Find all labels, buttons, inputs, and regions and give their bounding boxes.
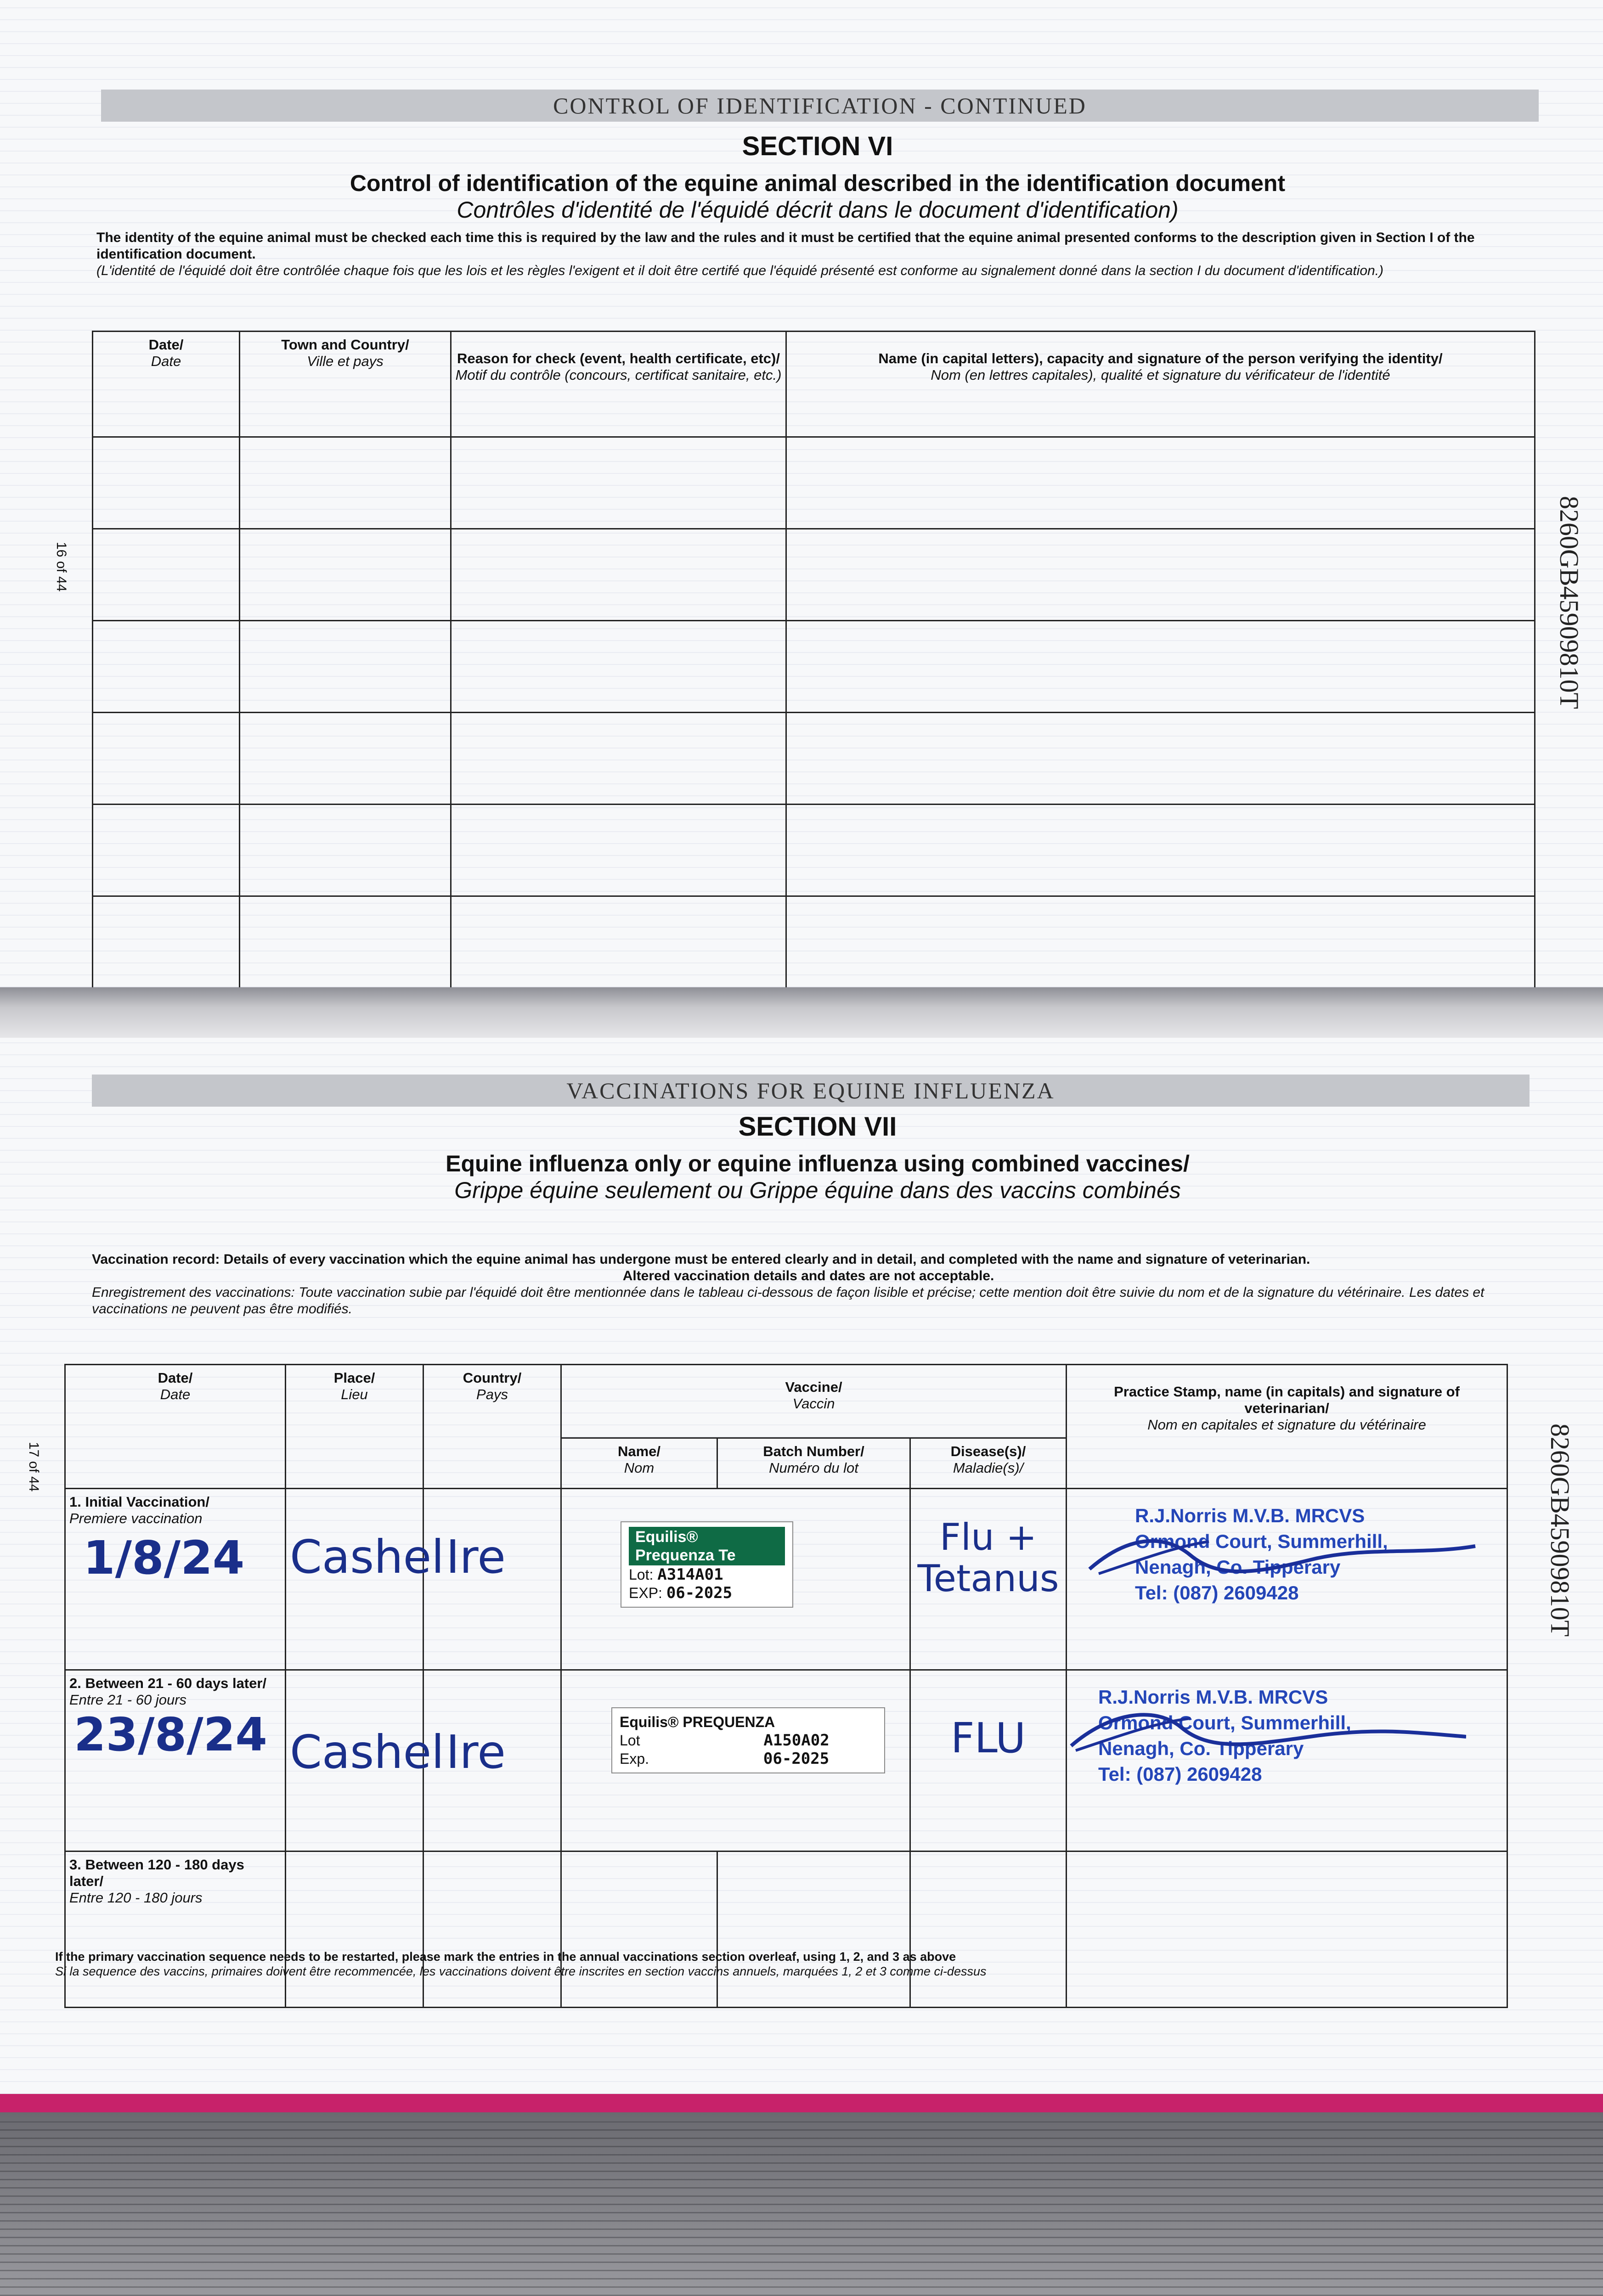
footnote-fr: Si la sequence des vaccins, primaires doivent être recommencée, les vaccinations doivent être inscrites en section vaccins annuels, marquées 1, 2 et 3 comme ci-dessus	[55, 1964, 987, 1978]
table-row	[93, 621, 1535, 713]
vaccine-batch-sticker: Equilis® PREQUENZA Lot A150A02 Exp. 06-2025	[611, 1707, 885, 1773]
section-heading	[92, 1111, 1543, 1204]
row-label: 1. Initial Vaccination/ Premiere vaccination 1/8/24	[65, 1489, 286, 1670]
vaccination-date: 23/8/24	[74, 1708, 267, 1761]
col-vaccine-name: Name/ Nom	[561, 1438, 717, 1489]
book-spine	[0, 987, 1603, 1038]
section-banner	[92, 1075, 1530, 1107]
place-handwritten: Cashel	[290, 1530, 444, 1584]
intro-en-2: Altered vaccination details and dates are not acceptable.	[622, 1268, 994, 1283]
col-date: Date/ Date	[65, 1365, 286, 1489]
passport-side-code: 8260GB45909810T	[1545, 1424, 1575, 1637]
section-banner	[101, 90, 1539, 122]
country-handwritten: Ire	[446, 1530, 506, 1584]
footnote-en: If the primary vaccination sequence needs to be restarted, please mark the entries in the annual vaccinations section overleaf, using 1, 2, and 3 as above	[55, 1950, 956, 1964]
col-country: Country/ Pays	[423, 1365, 561, 1489]
table-header-row	[93, 332, 1535, 437]
intro-fr: (L'identité de l'équidé doit être contrôlée chaque fois que les lois et les règles l'exigent et il doit être certifé que l'équidé présenté est conforme au signalement donné dans la section I du document d'identification.)	[96, 263, 1384, 278]
banner-text: VACCINATIONS FOR EQUINE INFLUENZA	[566, 1078, 1055, 1103]
vaccination-date: 1/8/24	[83, 1531, 245, 1585]
title-fr: Grippe équine seulement ou Grippe équine dans des vaccins combinés	[454, 1177, 1181, 1203]
intro-text	[96, 230, 1520, 279]
row-label: 3. Between 120 - 180 days later/ Entre 120 - 180 jours	[65, 1851, 286, 2008]
col-town-country: Town and Country/ Ville et pays	[240, 332, 451, 437]
expiry-date: 06-2025	[666, 1584, 733, 1602]
page-number: 17 of 44	[26, 1442, 41, 1492]
intro-fr: Enregistrement des vaccinations: Toute vaccination subie par l'équidé doit être mentionnée dans le tableau ci-dessous de façon lisible et précise; cette mention doit être suivie du nom et de la signature du vétérinaire. Les dates et vaccinations ne peuvent pas être modifiés.	[92, 1285, 1484, 1317]
table-row	[93, 896, 1535, 988]
col-verifier: Name (in capital letters), capacity and signature of the person verifying the identity/ Nom (en lettres capitales), qualité et signature du vérificateur de l'identité	[786, 332, 1535, 437]
vaccination-row-3	[65, 1851, 1507, 2008]
expiry-date: 06-2025	[763, 1750, 830, 1768]
footnote	[55, 1949, 1525, 1979]
title-en: Control of identification of the equine animal described in the identification document	[350, 170, 1286, 196]
disease-handwritten: Flu + Tetanus	[917, 1516, 1059, 1600]
col-practice-stamp: Practice Stamp, name (in capitals) and signature of veterinarian/ Nom en capitales et signature du vétérinaire	[1067, 1365, 1507, 1489]
vaccination-row-2	[65, 1670, 1507, 1851]
table-row	[93, 437, 1535, 529]
intro-text	[92, 1251, 1525, 1317]
row-label: 2. Between 21 - 60 days later/ Entre 21 - 60 jours 23/8/24	[65, 1670, 286, 1851]
vet-signature	[1053, 1700, 1466, 1755]
vet-signature	[1071, 1528, 1484, 1583]
section-title: SECTION VI	[742, 131, 893, 161]
vaccination-table	[64, 1364, 1508, 2008]
table-row	[93, 805, 1535, 896]
place-cell	[286, 1670, 444, 1851]
page-16	[0, 0, 1603, 987]
vet-stamp: R.J.Norris M.V.B. MRCVS Ormond Court, Summerhill, Nenagh, Co. Tipperary Tel: (087) 2609428	[1135, 1505, 1388, 1604]
practice-stamp-cell	[1067, 1670, 1507, 1851]
col-vaccine: Vaccine/ Vaccin	[561, 1365, 1067, 1438]
place-handwritten: Cashel	[290, 1725, 444, 1779]
passport-cover-edge	[0, 2094, 1603, 2296]
vaccine-sticker-cell	[561, 1670, 910, 1851]
disease-cell	[910, 1670, 1067, 1851]
batch-number: A150A02	[763, 1731, 830, 1750]
vaccination-row-1	[65, 1489, 1507, 1670]
title-fr: Contrôles d'identité de l'équidé décrit dans le document d'identification)	[457, 197, 1179, 223]
disease-cell	[910, 1489, 1067, 1670]
table-row	[93, 529, 1535, 621]
page-number: 16 of 44	[54, 542, 69, 592]
col-reason: Reason for check (event, health certificate, etc)/ Motif du contrôle (concours, certificat sanitaire, etc.)	[451, 332, 786, 437]
banner-text: CONTROL OF IDENTIFICATION - CONTINUED	[553, 93, 1087, 118]
disease-handwritten: FLU	[950, 1714, 1026, 1762]
place-cell	[286, 1489, 444, 1670]
page-17	[0, 1038, 1603, 2094]
identity-check-table	[92, 331, 1535, 989]
vaccine-sticker-cell	[561, 1489, 910, 1670]
country-handwritten: Ire	[446, 1725, 506, 1779]
vet-stamp: R.J.Norris M.V.B. MRCVS Ormond Court, Summerhill, Nenagh, Co. Tipperary Tel: (087) 2609428	[1098, 1686, 1351, 1785]
vaccine-brand: Equilis® PREQUENZA	[620, 1714, 775, 1730]
section-heading	[92, 131, 1543, 223]
section-title: SECTION VII	[738, 1112, 897, 1142]
col-date: Date/ Date	[93, 332, 240, 437]
table-row	[93, 713, 1535, 805]
batch-number: A314A01	[657, 1565, 723, 1584]
intro-en: The identity of the equine animal must be checked each time this is required by the law and the rules and it must be certified that the equine animal presented conforms to the description given in Section I of the identification document.	[96, 230, 1475, 262]
passport-side-code: 8260GB45909810T	[1554, 496, 1584, 709]
col-batch-number: Batch Number/ Numéro du lot	[717, 1438, 910, 1489]
vaccine-brand: Equilis® Prequenza Te	[629, 1527, 785, 1565]
practice-stamp-cell	[1067, 1489, 1507, 1670]
col-disease: Disease(s)/ Maladie(s)/	[910, 1438, 1067, 1489]
table-header-row	[65, 1365, 1507, 1438]
col-place: Place/ Lieu	[286, 1365, 423, 1489]
vaccine-batch-sticker: Equilis® Prequenza Te Lot: A314A01 EXP: 06-2025	[621, 1521, 793, 1608]
intro-en: Vaccination record: Details of every vaccination which the equine animal has undergone must be entered clearly and in detail, and completed with the name and signature of veterinarian.	[92, 1252, 1310, 1267]
title-en: Equine influenza only or equine influenza using combined vaccines/	[446, 1151, 1190, 1176]
